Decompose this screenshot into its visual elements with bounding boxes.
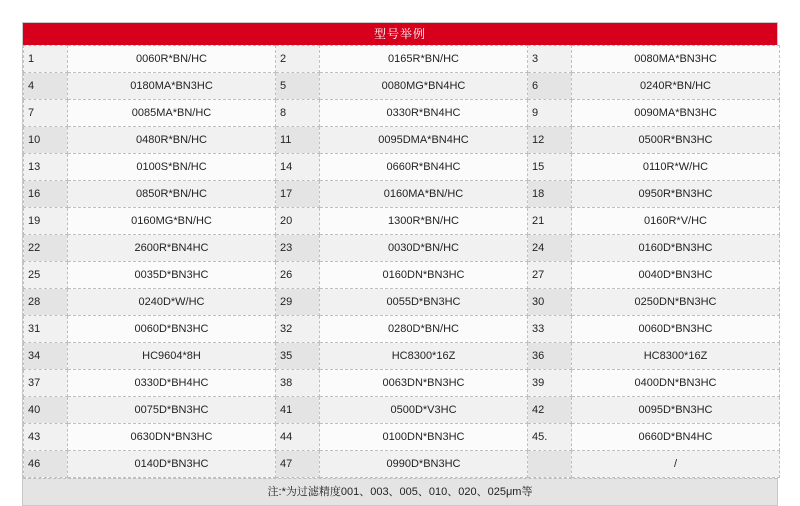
table-row bbox=[24, 235, 780, 262]
table-row bbox=[24, 262, 780, 289]
table-cell-model: HC8300*16Z bbox=[320, 343, 528, 370]
table-cell-index: 15 bbox=[528, 154, 572, 181]
table-row bbox=[24, 154, 780, 181]
table-cell-model: 0240R*BN/HC bbox=[572, 73, 780, 100]
table-row bbox=[24, 397, 780, 424]
table-cell-model: 0090MA*BN3HC bbox=[572, 100, 780, 127]
table-cell-index: 6 bbox=[528, 73, 572, 100]
table-cell-index: 42 bbox=[528, 397, 572, 424]
table-cell-model: 0165R*BN/HC bbox=[320, 46, 528, 73]
table-row bbox=[24, 73, 780, 100]
table-cell-model: 0100DN*BN3HC bbox=[320, 424, 528, 451]
table-cell-model: 0160MG*BN/HC bbox=[68, 208, 276, 235]
table-row bbox=[24, 316, 780, 343]
table-row bbox=[24, 289, 780, 316]
table-title: 型号举例 bbox=[23, 23, 777, 45]
table-cell-model: 0660D*BN4HC bbox=[572, 424, 780, 451]
table-cell-index: 28 bbox=[24, 289, 68, 316]
table-cell-index: 1 bbox=[24, 46, 68, 73]
table-cell-model: 0280D*BN/HC bbox=[320, 316, 528, 343]
table-row bbox=[24, 424, 780, 451]
table-cell-index: 18 bbox=[528, 181, 572, 208]
table-cell-index: 5 bbox=[276, 73, 320, 100]
table-cell-index: 40 bbox=[24, 397, 68, 424]
table-cell-model: 0080MA*BN3HC bbox=[572, 46, 780, 73]
table-cell-index: 26 bbox=[276, 262, 320, 289]
table-cell-model: 0095D*BN3HC bbox=[572, 397, 780, 424]
table-cell-index: 24 bbox=[528, 235, 572, 262]
table-cell-model: 0040D*BN3HC bbox=[572, 262, 780, 289]
table-cell-model: 0060R*BN/HC bbox=[68, 46, 276, 73]
table-cell-model: 0500R*BN3HC bbox=[572, 127, 780, 154]
table-cell-model: / bbox=[572, 451, 780, 478]
table-cell-index: 8 bbox=[276, 100, 320, 127]
table-row bbox=[24, 46, 780, 73]
table-cell-index: 43 bbox=[24, 424, 68, 451]
table-cell-model: 0950R*BN3HC bbox=[572, 181, 780, 208]
table-cell-model: 0850R*BN/HC bbox=[68, 181, 276, 208]
table-cell-index: 25 bbox=[24, 262, 68, 289]
table-cell-model: 0063DN*BN3HC bbox=[320, 370, 528, 397]
table-cell-model: 0330D*BH4HC bbox=[68, 370, 276, 397]
table-cell-model: 1300R*BN/HC bbox=[320, 208, 528, 235]
table-cell-index: 35 bbox=[276, 343, 320, 370]
table-cell-index: 45. bbox=[528, 424, 572, 451]
table-cell-index: 23 bbox=[276, 235, 320, 262]
table-cell-index: 13 bbox=[24, 154, 68, 181]
table-cell-model: 0660R*BN4HC bbox=[320, 154, 528, 181]
table-cell-index: 11 bbox=[276, 127, 320, 154]
table-cell-index: 30 bbox=[528, 289, 572, 316]
table-cell-model: 0160R*V/HC bbox=[572, 208, 780, 235]
model-examples-table bbox=[22, 22, 778, 506]
table-row bbox=[24, 343, 780, 370]
table-cell-index: 22 bbox=[24, 235, 68, 262]
table-cell-model: 0095DMA*BN4HC bbox=[320, 127, 528, 154]
table-cell-model: 0140D*BN3HC bbox=[68, 451, 276, 478]
models-table bbox=[23, 45, 780, 478]
table-cell-model: 2600R*BN4HC bbox=[68, 235, 276, 262]
table-cell-model: 0055D*BN3HC bbox=[320, 289, 528, 316]
table-cell-index: 29 bbox=[276, 289, 320, 316]
table-cell-index: 2 bbox=[276, 46, 320, 73]
table-cell-index: 32 bbox=[276, 316, 320, 343]
table-cell-index: 17 bbox=[276, 181, 320, 208]
table-cell-model: 0030D*BN/HC bbox=[320, 235, 528, 262]
table-cell-model: 0180MA*BN3HC bbox=[68, 73, 276, 100]
table-cell-model: 0060D*BN3HC bbox=[68, 316, 276, 343]
table-cell-model: 0160MA*BN/HC bbox=[320, 181, 528, 208]
table-cell-model: 0075D*BN3HC bbox=[68, 397, 276, 424]
table-cell-index: 41 bbox=[276, 397, 320, 424]
table-cell-model: 0480R*BN/HC bbox=[68, 127, 276, 154]
table-cell-model: 0035D*BN3HC bbox=[68, 262, 276, 289]
table-cell-index: 16 bbox=[24, 181, 68, 208]
table-cell-index: 3 bbox=[528, 46, 572, 73]
table-cell-index: 21 bbox=[528, 208, 572, 235]
table-cell-index: 10 bbox=[24, 127, 68, 154]
table-cell-index: 14 bbox=[276, 154, 320, 181]
table-cell-index bbox=[528, 451, 572, 478]
table-cell-index: 19 bbox=[24, 208, 68, 235]
table-cell-model: 0330R*BN4HC bbox=[320, 100, 528, 127]
table-cell-index: 4 bbox=[24, 73, 68, 100]
table-footnote: 注:*为过滤精度001、003、005、010、020、025μm等 bbox=[23, 478, 777, 505]
table-row bbox=[24, 451, 780, 478]
table-cell-model: HC9604*8H bbox=[68, 343, 276, 370]
table-cell-model: 0160D*BN3HC bbox=[572, 235, 780, 262]
table-row bbox=[24, 370, 780, 397]
table-cell-index: 31 bbox=[24, 316, 68, 343]
table-cell-index: 7 bbox=[24, 100, 68, 127]
table-row bbox=[24, 127, 780, 154]
table-cell-model: 0100S*BN/HC bbox=[68, 154, 276, 181]
table-cell-index: 46 bbox=[24, 451, 68, 478]
table-cell-model: 0240D*W/HC bbox=[68, 289, 276, 316]
table-cell-model: 0110R*W/HC bbox=[572, 154, 780, 181]
table-cell-index: 47 bbox=[276, 451, 320, 478]
table-cell-index: 39 bbox=[528, 370, 572, 397]
table-cell-model: 0160DN*BN3HC bbox=[320, 262, 528, 289]
table-cell-model: 0060D*BN3HC bbox=[572, 316, 780, 343]
table-cell-model: 0080MG*BN4HC bbox=[320, 73, 528, 100]
table-cell-index: 9 bbox=[528, 100, 572, 127]
table-cell-index: 44 bbox=[276, 424, 320, 451]
table-cell-model: 0250DN*BN3HC bbox=[572, 289, 780, 316]
table-cell-index: 36 bbox=[528, 343, 572, 370]
table-row bbox=[24, 100, 780, 127]
table-cell-model: HC8300*16Z bbox=[572, 343, 780, 370]
table-cell-model: 0400DN*BN3HC bbox=[572, 370, 780, 397]
table-cell-model: 0630DN*BN3HC bbox=[68, 424, 276, 451]
table-cell-index: 27 bbox=[528, 262, 572, 289]
table-cell-index: 33 bbox=[528, 316, 572, 343]
table-row bbox=[24, 181, 780, 208]
table-cell-model: 0085MA*BN/HC bbox=[68, 100, 276, 127]
table-row bbox=[24, 208, 780, 235]
table-cell-model: 0500D*V3HC bbox=[320, 397, 528, 424]
table-cell-index: 20 bbox=[276, 208, 320, 235]
table-cell-index: 12 bbox=[528, 127, 572, 154]
table-cell-index: 34 bbox=[24, 343, 68, 370]
models-table-body bbox=[24, 46, 780, 478]
table-cell-model: 0990D*BN3HC bbox=[320, 451, 528, 478]
table-cell-index: 37 bbox=[24, 370, 68, 397]
table-cell-index: 38 bbox=[276, 370, 320, 397]
